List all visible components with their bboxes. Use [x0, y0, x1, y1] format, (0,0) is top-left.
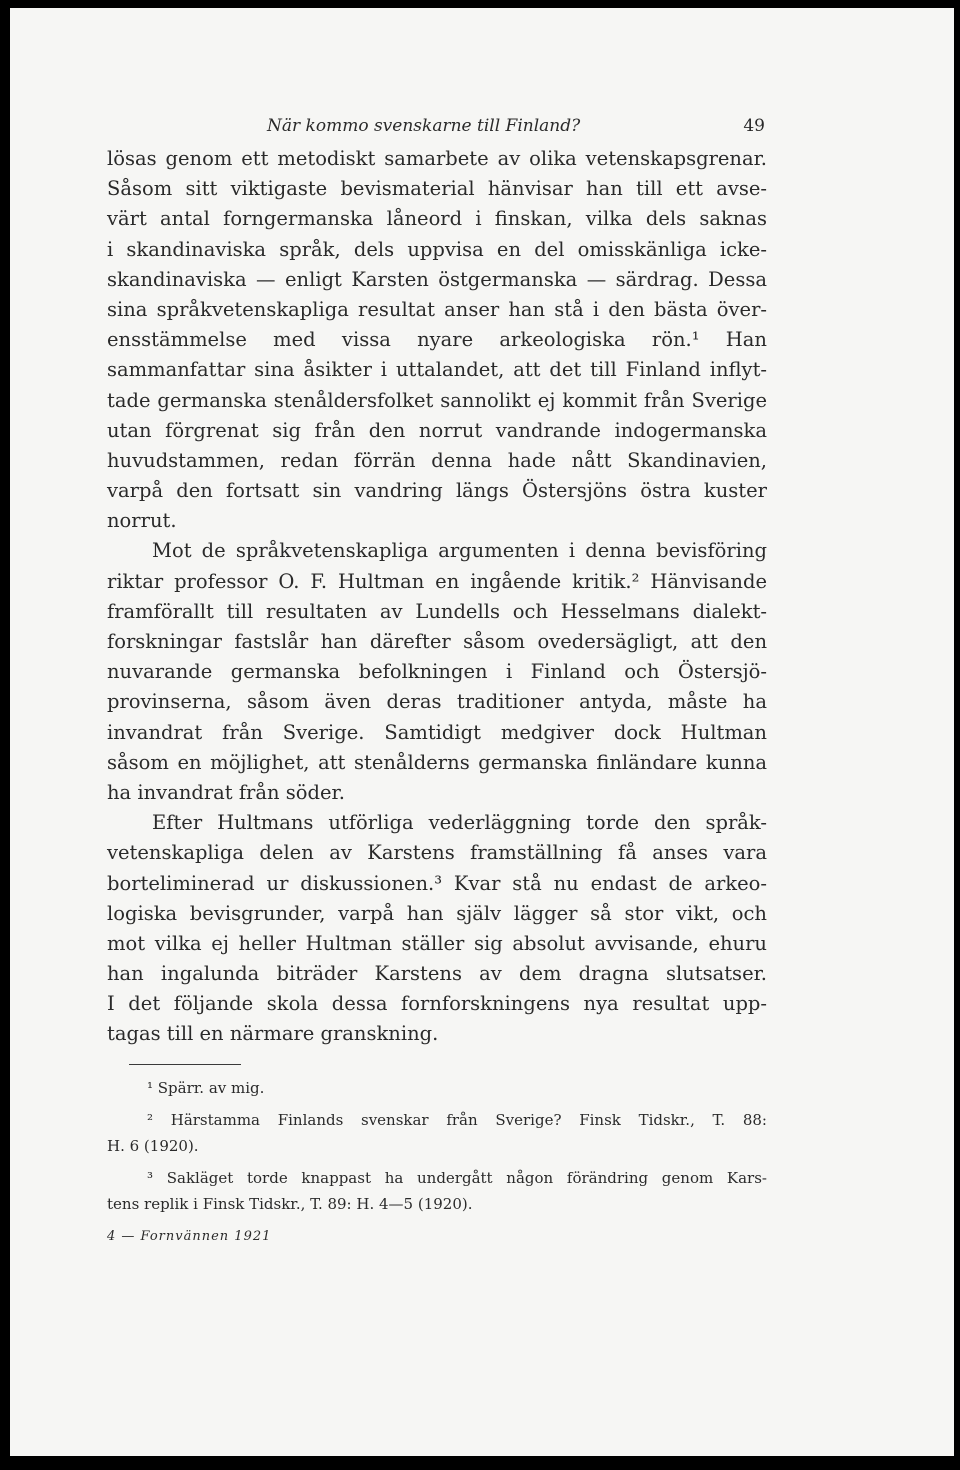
- body-line: skandinaviska — enligt Karsten östgermanska — särdrag. Dessa: [107, 267, 767, 291]
- body-line: framförallt till resultaten av Lundells och Hesselmans dialekt-: [107, 599, 767, 623]
- body-line: utan förgrenat sig från den norrut vandrande indogermanska: [107, 418, 767, 442]
- body-line: sina språkvetenskapliga resultat anser han stå i den bästa över-: [107, 297, 767, 321]
- body-line: Mot de språkvetenskapliga argumenten i denna bevisföring: [152, 539, 767, 563]
- body-line: Såsom sitt viktigaste bevismaterial hänvisar han till ett avse-: [107, 177, 767, 201]
- body-line: riktar professor O. F. Hultman en ingående kritik.² Hänvisande: [107, 569, 767, 593]
- body-line: tade germanska stenåldersfolket sannolikt ej kommit från Sverige: [107, 388, 767, 412]
- body-line: forskningar fastslår han därefter såsom ovedersägligt, att den: [107, 630, 767, 653]
- body-line: sammanfattar sina åsikter i uttalandet, att det till Finland inflyt-: [107, 358, 767, 382]
- body-line: logiska bevisgrunder, varpå han själv lägger så stor vikt, och: [107, 901, 767, 925]
- text-column: [107, 114, 767, 1244]
- body-line: han ingalunda biträder Karstens av dem dragna slutsatser.: [107, 962, 767, 986]
- page-header: [107, 114, 767, 144]
- page-number: 49: [743, 116, 765, 136]
- body-line: invandrat från Sverige. Samtidigt medgiver dock Hultman: [107, 720, 767, 744]
- footnote-line: ³ Sakläget torde knappast ha undergått någon förändring genom Kars-: [147, 1168, 767, 1187]
- body-line: borteliminerad ur diskussionen.³ Kvar stå nu endast de arkeo-: [107, 871, 767, 895]
- body-line: lösas genom ett metodiskt samarbete av olika vetenskapsgrenar.: [107, 147, 767, 170]
- body-line: I det följande skola dessa fornforskningens nya resultat upp-: [107, 992, 767, 1016]
- running-title: När kommo svenskarne till Finland?: [267, 116, 581, 136]
- body-line: ha invandrat från söder.: [107, 780, 345, 804]
- body-line: mot vilka ej heller Hultman ställer sig absolut avvisande, ehuru: [107, 931, 767, 955]
- footnote-line: ² Härstamma Finlands svenskar från Sverige? Finsk Tidskr., T. 88:: [147, 1110, 767, 1129]
- footnote-line: tens replik i Finsk Tidskr., T. 89: H. 4—5 (1920).: [107, 1194, 473, 1213]
- body-line: i skandinaviska språk, dels uppvisa en del omisskänliga icke-: [107, 237, 767, 261]
- body-line: huvudstammen, redan förrän denna hade nått Skandinavien,: [107, 448, 767, 472]
- body-line: värt antal forngermanska låneord i finskan, vilka dels saknas: [107, 207, 767, 231]
- footnote-line: H. 6 (1920).: [107, 1136, 199, 1155]
- page: [10, 8, 954, 1456]
- footnotes: [107, 1075, 767, 1217]
- body-line: vetenskapliga delen av Karstens framställning få anses vara: [107, 841, 767, 865]
- body-line: provinserna, såsom även deras traditioner antyda, måste ha: [107, 690, 767, 714]
- body-line: norrut.: [107, 509, 177, 533]
- body-line: såsom en möjlighet, att stenålderns germanska finländare kunna: [107, 750, 767, 774]
- footnote-line: ¹ Spärr. av mig.: [147, 1078, 265, 1097]
- body-line: tagas till en närmare granskning.: [107, 1022, 439, 1046]
- signature-mark: 4 — Fornvännen 1921: [107, 1228, 272, 1244]
- body-line: ensstämmelse med vissa nyare arkeologiska rön.¹ Han: [107, 328, 767, 352]
- body-line: varpå den fortsatt sin vandring längs Östersjöns östra kuster: [107, 479, 767, 503]
- body-line: Efter Hultmans utförliga vederläggning torde den språk-: [152, 811, 767, 835]
- body-line: nuvarande germanska befolkningen i Finland och Östersjö-: [107, 660, 767, 684]
- body-text: [107, 144, 767, 1050]
- footnote-divider: [129, 1064, 241, 1065]
